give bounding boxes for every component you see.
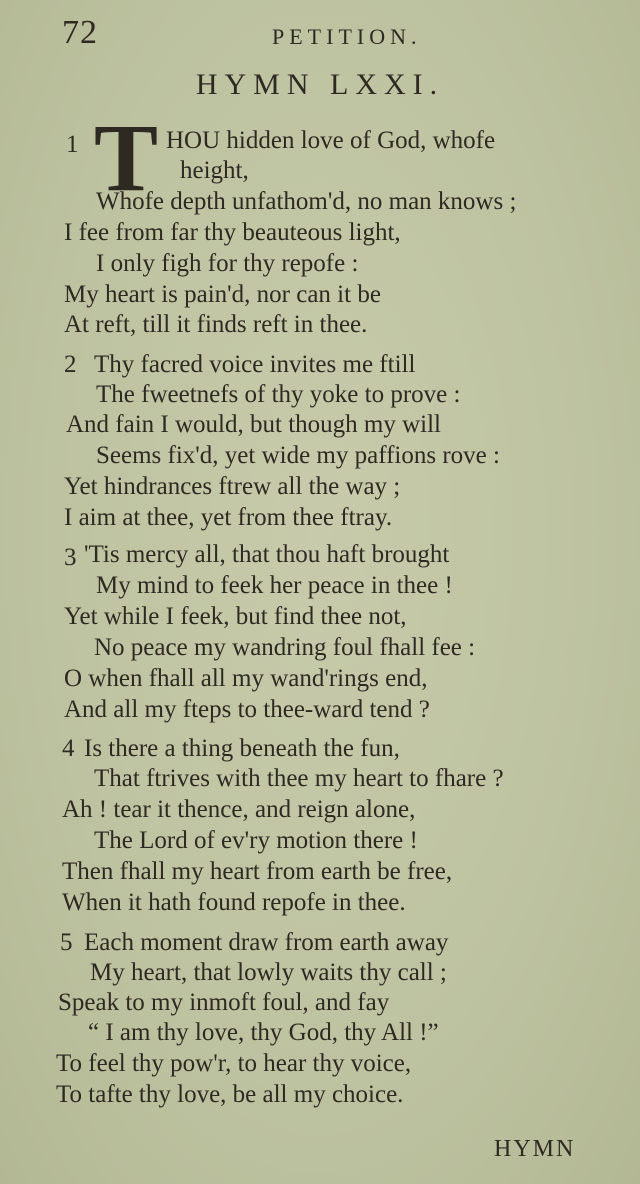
page-header <box>0 14 640 54</box>
stanza-number: 1 <box>66 131 79 158</box>
stanza-number: 2 <box>64 351 77 378</box>
catchword: HYMN <box>494 1136 576 1162</box>
verse-line: Ah ! tear it thence, and reign alone, <box>62 796 416 823</box>
drop-cap: T <box>94 104 159 211</box>
verse-line: When it hath found repofe in thee. <box>62 889 406 916</box>
running-head: PETITION. <box>272 24 422 49</box>
verse-line: I aim at thee, yet from thee ftray. <box>64 504 393 531</box>
page-number: 72 <box>62 14 98 51</box>
verse-line: O when fhall all my wand'rings end, <box>64 665 428 692</box>
verse-line: HOU hidden love of God, whofe <box>166 127 496 154</box>
verse-line: Each moment draw from earth away <box>84 929 449 956</box>
verse-line: And fain I would, but though my will <box>66 411 441 438</box>
verse-line: Thy facred voice invites me ftill <box>94 351 416 378</box>
verse-line: Is there a thing beneath the fun, <box>84 735 400 762</box>
verse-line: No peace my wandring foul fhall fee : <box>94 634 476 661</box>
hymn-title: HYMN LXXI. <box>195 68 445 101</box>
verse-line: height, <box>180 157 249 184</box>
verse-line: My mind to feek her peace in thee ! <box>96 572 453 599</box>
verse-line: “ I am thy love, thy God, thy All !” <box>88 1019 439 1046</box>
verse-line: Yet while I feek, but find thee not, <box>64 603 407 630</box>
verse-line: Speak to my inmoft foul, and fay <box>58 989 390 1016</box>
verse-line: Yet hindrances ftrew all the way ; <box>64 473 401 500</box>
verse-line: Whofe depth unfathom'd, no man knows ; <box>96 188 517 215</box>
stanza-number: 4 <box>62 735 75 762</box>
verse-line: The fweetnefs of thy yoke to prove : <box>96 381 461 408</box>
verse-line: I only figh for thy repofe : <box>96 250 359 277</box>
stanza-number: 5 <box>60 929 73 956</box>
verse-line: To feel thy pow'r, to hear thy voice, <box>56 1050 412 1077</box>
verse-line: To tafte thy love, be all my choice. <box>56 1081 404 1108</box>
verse-line: My heart is pain'd, nor can it be <box>64 281 381 308</box>
verse-line: Then fhall my heart from earth be free, <box>62 858 453 885</box>
verse-line: The Lord of ev'ry motion there ! <box>94 827 418 854</box>
verse-line: 'Tis mercy all, that thou haft brought <box>84 541 450 568</box>
verse-line: At reft, till it finds reft in thee. <box>64 311 368 338</box>
verse-line: My heart, that lowly waits thy call ; <box>90 959 447 986</box>
verse-line: That ftrives with thee my heart to fhare ? <box>94 765 504 792</box>
verse-line: And all my fteps to thee-ward tend ? <box>64 696 430 723</box>
stanza-number: 3 <box>64 544 77 571</box>
verse-line: I fee from far thy beauteous light, <box>64 219 401 246</box>
verse-line: Seems fix'd, yet wide my paffions rove : <box>96 442 500 469</box>
